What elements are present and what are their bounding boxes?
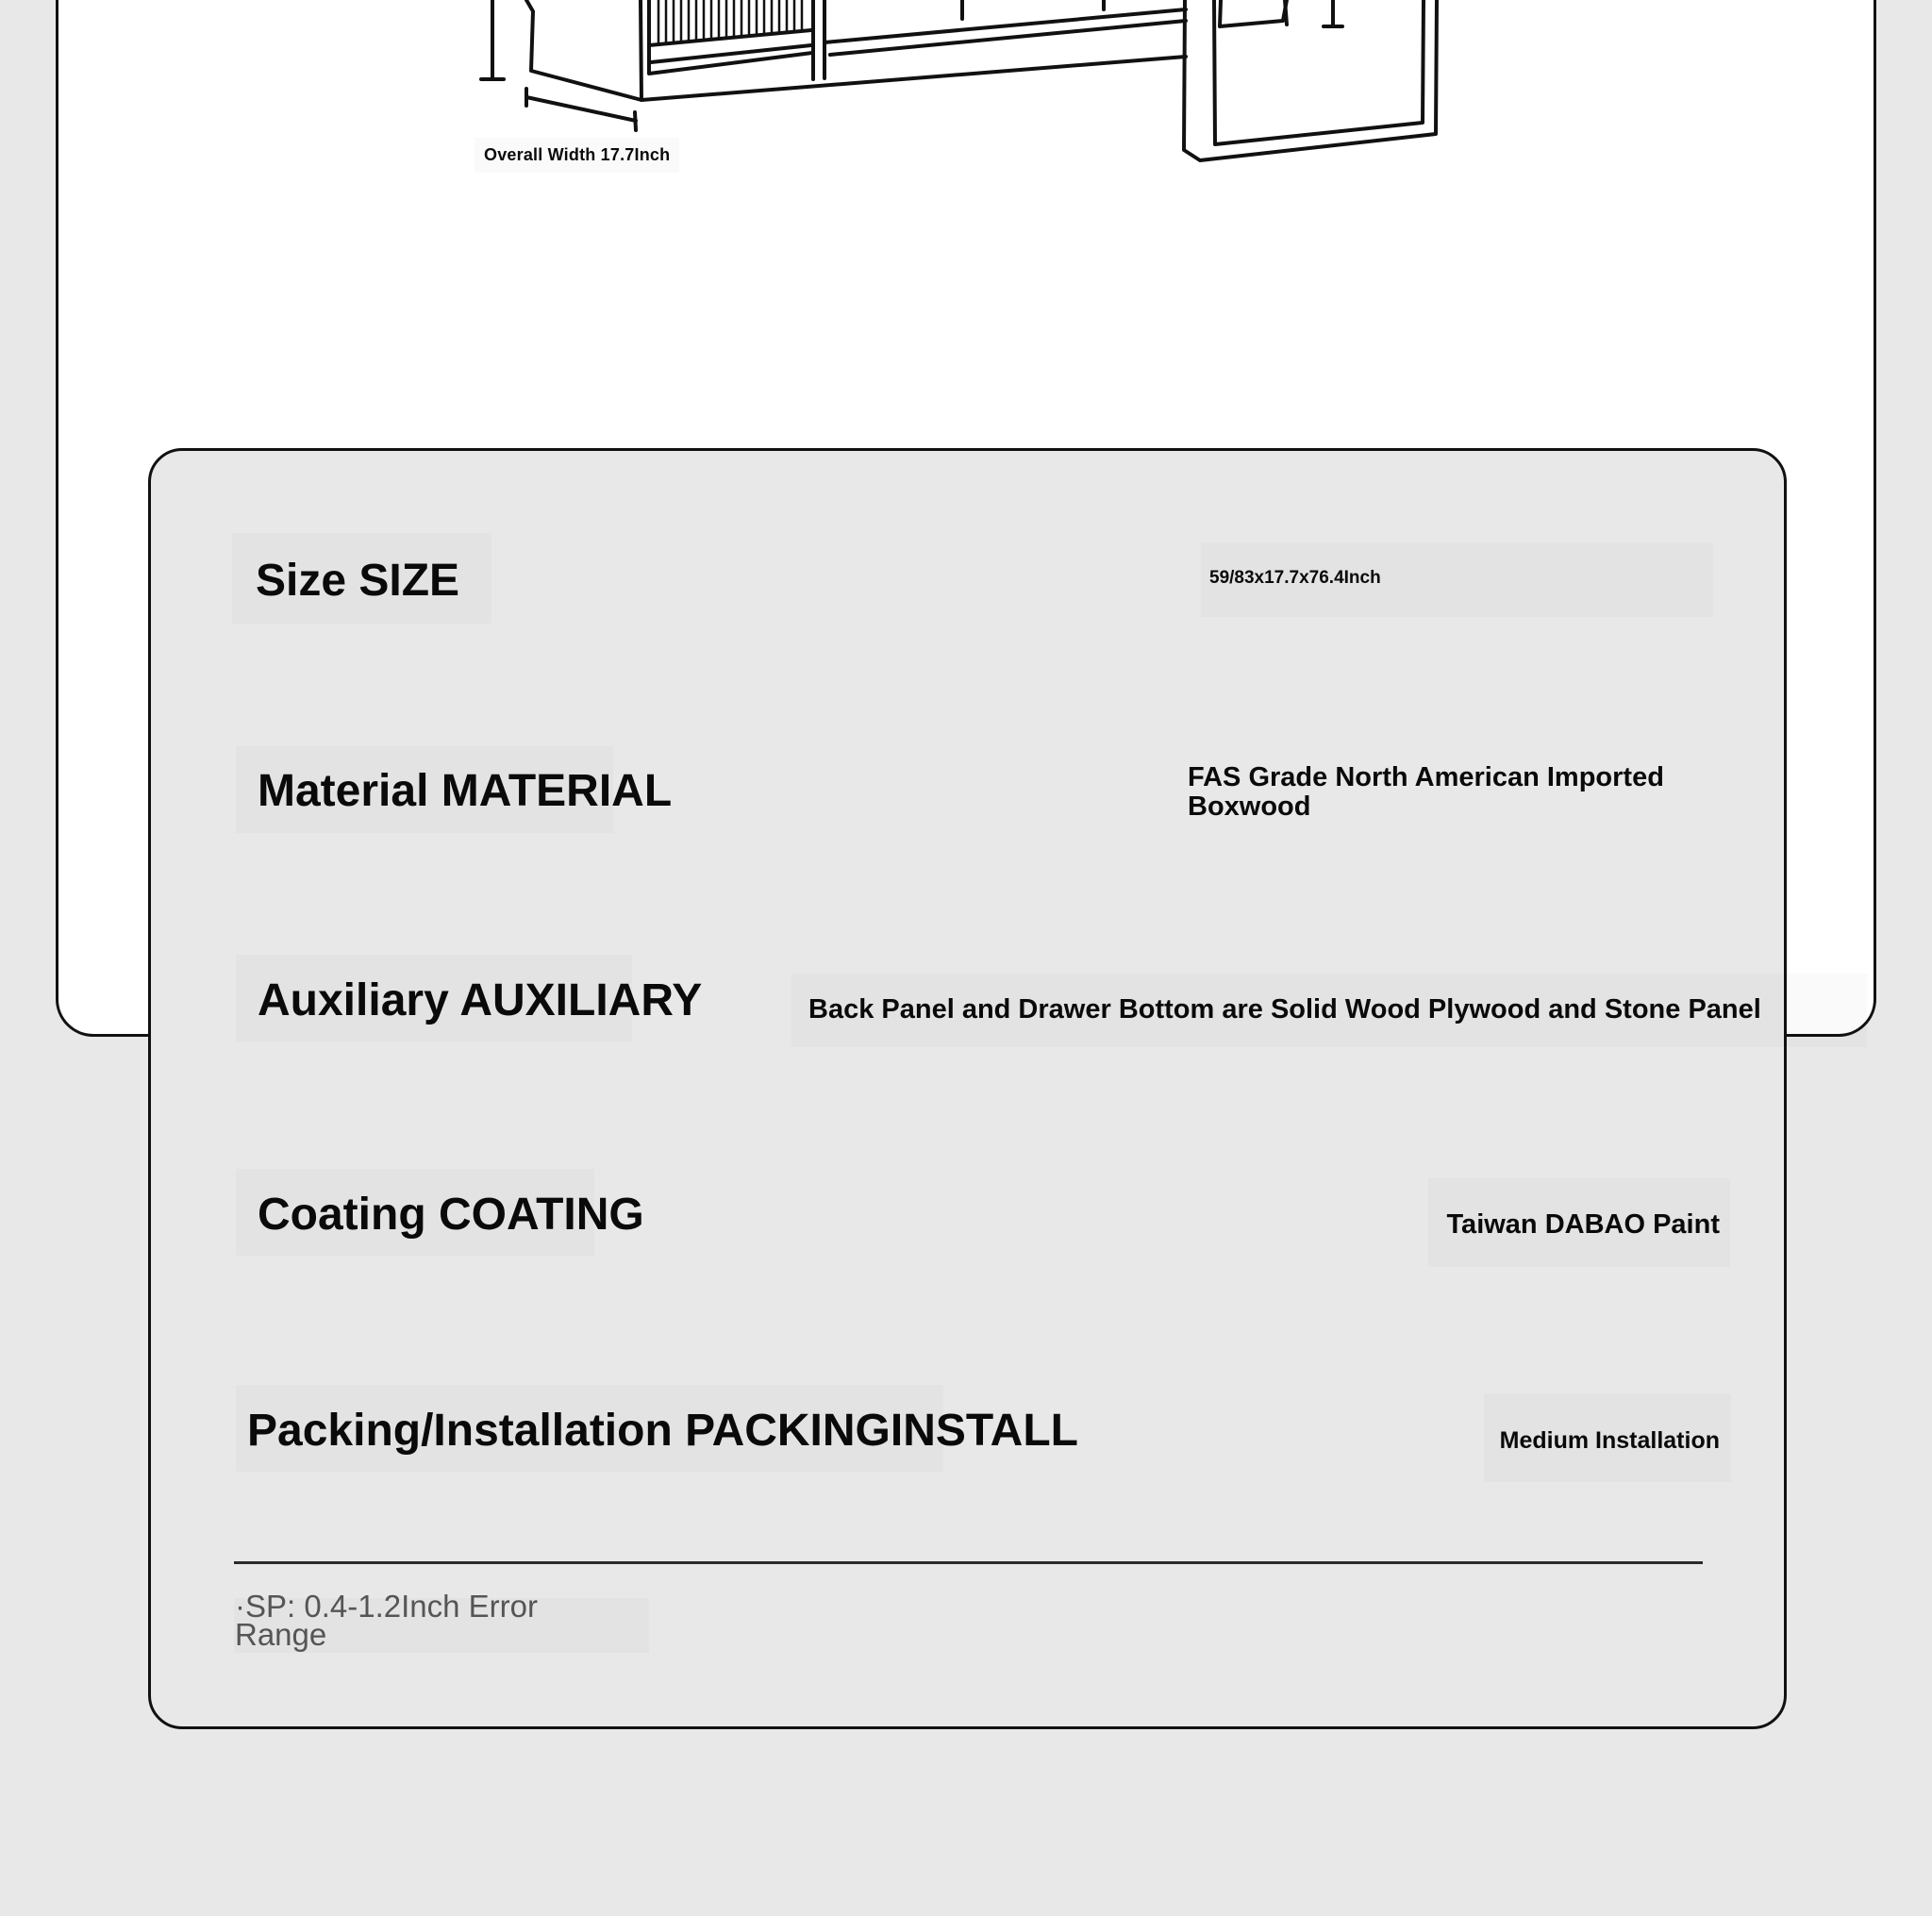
spec-card — [148, 448, 1787, 1729]
coating-label: Coating COATING — [258, 1190, 644, 1240]
spec-divider — [234, 1561, 1703, 1564]
coating-value: Taiwan DABAO Paint — [1446, 1209, 1720, 1240]
auxiliary-value: Back Panel and Drawer Bottom are Solid Wood Plywood and Stone Panel — [808, 994, 1761, 1025]
packing-label: Packing/Installation PACKINGINSTALL — [247, 1406, 1078, 1456]
material-value: FAS Grade North American Imported Boxwood — [1188, 762, 1664, 823]
material-label: Material MATERIAL — [258, 766, 673, 816]
size-label: Size SIZE — [256, 556, 460, 606]
overall-width-label: Overall Width 17.7Inch — [475, 138, 679, 173]
furniture-line-drawing — [0, 0, 1932, 208]
packing-value: Medium Installation — [1499, 1427, 1720, 1454]
size-value: 59/83x17.7x76.4Inch — [1209, 568, 1381, 588]
error-range-note: ·SP: 0.4-1.2Inch Error Range — [235, 1589, 538, 1653]
auxiliary-label: Auxiliary AUXILIARY — [258, 975, 703, 1025]
